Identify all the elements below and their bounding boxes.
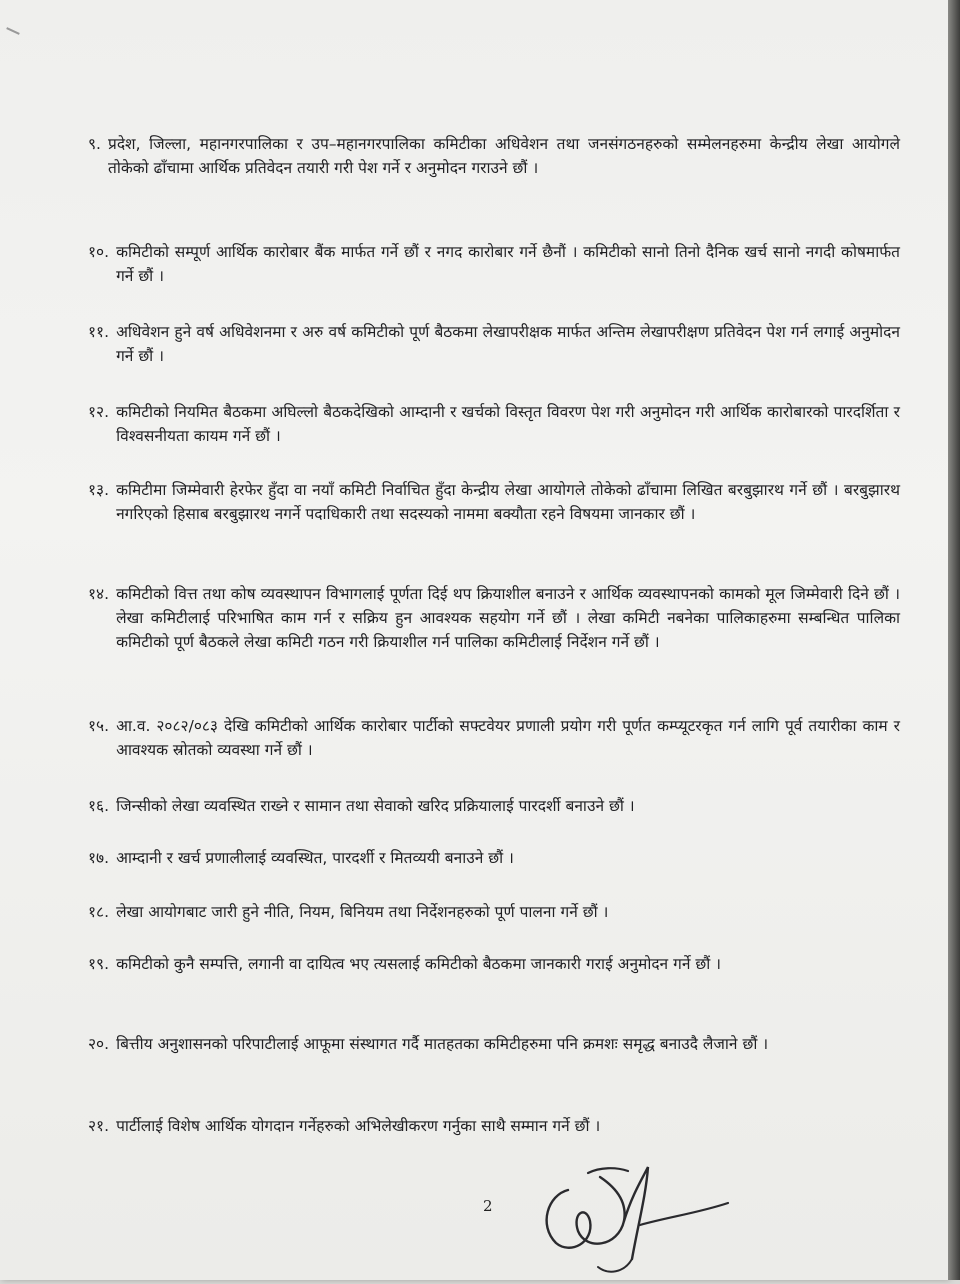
pen-mark [6, 27, 20, 35]
item-number: २१. [88, 1117, 110, 1135]
item-text: अधिवेशन हुने वर्ष अधिवेशनमा र अरु वर्ष कमिटीको पूर्ण बैठकमा लेखापरीक्षक मार्फत अन्तिम लेखापरीक्षण प्रतिवेदन पेश गर्न लगाई अनुमोदन गर्ने छौं । [116, 323, 900, 365]
list-item [88, 1114, 900, 1138]
item-number: १९. [88, 955, 110, 973]
signature [528, 1155, 738, 1284]
item-text: कमिटीको नियमित बैठकमा अघिल्लो बैठकदेखिको आम्दानी र खर्चको विस्तृत विवरण पेश गरी अनुमोदन गरी आर्थिक कारोबारको पारदर्शिता र विश्वसनीयता कायम गर्ने छौं । [116, 403, 900, 445]
item-text: कमिटीमा जिम्मेवारी हेरफेर हुँदा वा नयाँ कमिटी निर्वाचित हुँदा केन्द्रीय लेखा आयोगले तोकेको ढाँचामा लिखित बरबुझारथ गर्ने छौं । बरबुझारथ नगरिएको हिसाब बरबुझारथ नगर्ने पदाधिकारी तथा सदस्यको नाममा बक्यौता रहने विषयमा जानकार छौं । [116, 481, 900, 523]
list-item [88, 846, 900, 870]
item-text: बित्तीय अनुशासनको परिपाटीलाई आफूमा संस्थागत गर्दै मातहतका कमिटीहरुमा पनि क्रमशः समृद्ध बनाउदै लैजाने छौं । [116, 1035, 769, 1053]
list-item [88, 714, 900, 762]
item-text: लेखा आयोगबाट जारी हुने नीति, नियम, बिनियम तथा निर्देशनहरुको पूर्ण पालना गर्ने छौं । [116, 903, 609, 921]
list-item [88, 952, 900, 976]
page-number: 2 [483, 1197, 493, 1215]
list-item [88, 900, 900, 924]
item-number: १३. [88, 481, 110, 499]
item-number: १६. [88, 797, 110, 815]
list-item [88, 1032, 900, 1056]
list-item [88, 582, 900, 654]
item-text: कमिटीको कुनै सम्पत्ति, लगानी वा दायित्व भए त्यसलाई कमिटीको बैठकमा जानकारी गराई अनुमोदन गर्ने छौं । [116, 955, 722, 973]
item-number: १८. [88, 903, 110, 921]
background-edge [948, 0, 960, 1280]
list-item [88, 478, 900, 526]
item-text: प्रदेश, जिल्ला, महानगरपालिका र उप–महानगरपालिका कमिटीका अधिवेशन तथा जनसंगठनहरुको सम्मेलनहरुमा केन्द्रीय लेखा आयोगले तोकेको ढाँचामा आर्थिक प्रतिवेदन तयारी गरी पेश गर्ने र अनुमोदन गराउने छौं । [108, 135, 900, 177]
item-text: आम्दानी र खर्च प्रणालीलाई व्यवस्थित, पारदर्शी र मितव्ययी बनाउने छौं । [116, 849, 514, 867]
list-item [88, 400, 900, 448]
item-number: १४. [88, 585, 110, 603]
signature-icon [528, 1155, 738, 1280]
item-text: जिन्सीको लेखा व्यवस्थित राख्ने र सामान तथा सेवाको खरिद प्रक्रियालाई पारदर्शी बनाउने छौं । [116, 797, 635, 815]
item-number: ९. [88, 135, 101, 153]
item-number: १२. [88, 403, 110, 421]
list-item [88, 794, 900, 818]
item-text: पार्टीलाई विशेष आर्थिक योगदान गर्नेहरुको अभिलेखीकरण गर्नुका साथै सम्मान गर्ने छौं । [116, 1117, 601, 1135]
item-text: आ.व. २०८२/०८३ देखि कमिटीको आर्थिक कारोबार पार्टीको सफ्टवेयर प्रणाली प्रयोग गरी पूर्णत कम्प्यूटरकृत गर्न लागि पूर्व तयारीका काम र आवश्यक स्रोतको व्यवस्था गर्ने छौं । [116, 717, 900, 759]
item-text: कमिटीको वित्त तथा कोष व्यवस्थापन विभागलाई पूर्णता दिई थप क्रियाशील बनाउने र आर्थिक व्यवस्थापनको कामको मूल जिम्मेवारी दिने छौं । लेखा कमिटीलाई परिभाषित काम गर्न र सक्रिय हुन आवश्यक सहयोग गर्ने छौं । लेखा कमिटी नबनेका पालिकाहरुमा सम्बन्धित पालिका कमिटीको पूर्ण बैठकले लेखा कमिटी गठन गरी क्रियाशील गर्न पालिका कमिटीलाई निर्देशन गर्ने छौं । [116, 585, 900, 651]
item-number: १५. [88, 717, 110, 735]
item-number: ११. [88, 323, 110, 341]
list-item [88, 132, 900, 180]
item-number: १७. [88, 849, 110, 867]
list-item [88, 320, 900, 368]
item-number: १०. [88, 243, 110, 261]
item-number: २०. [88, 1035, 110, 1053]
list-item [88, 240, 900, 288]
item-text: कमिटीको सम्पूर्ण आर्थिक कारोबार बैंक मार्फत गर्ने छौं र नगद कारोबार गर्ने छैनौं । कमिटीको सानो तिनो दैनिक खर्च सानो नगदी कोषमार्फत गर्ने छौं । [116, 243, 900, 285]
